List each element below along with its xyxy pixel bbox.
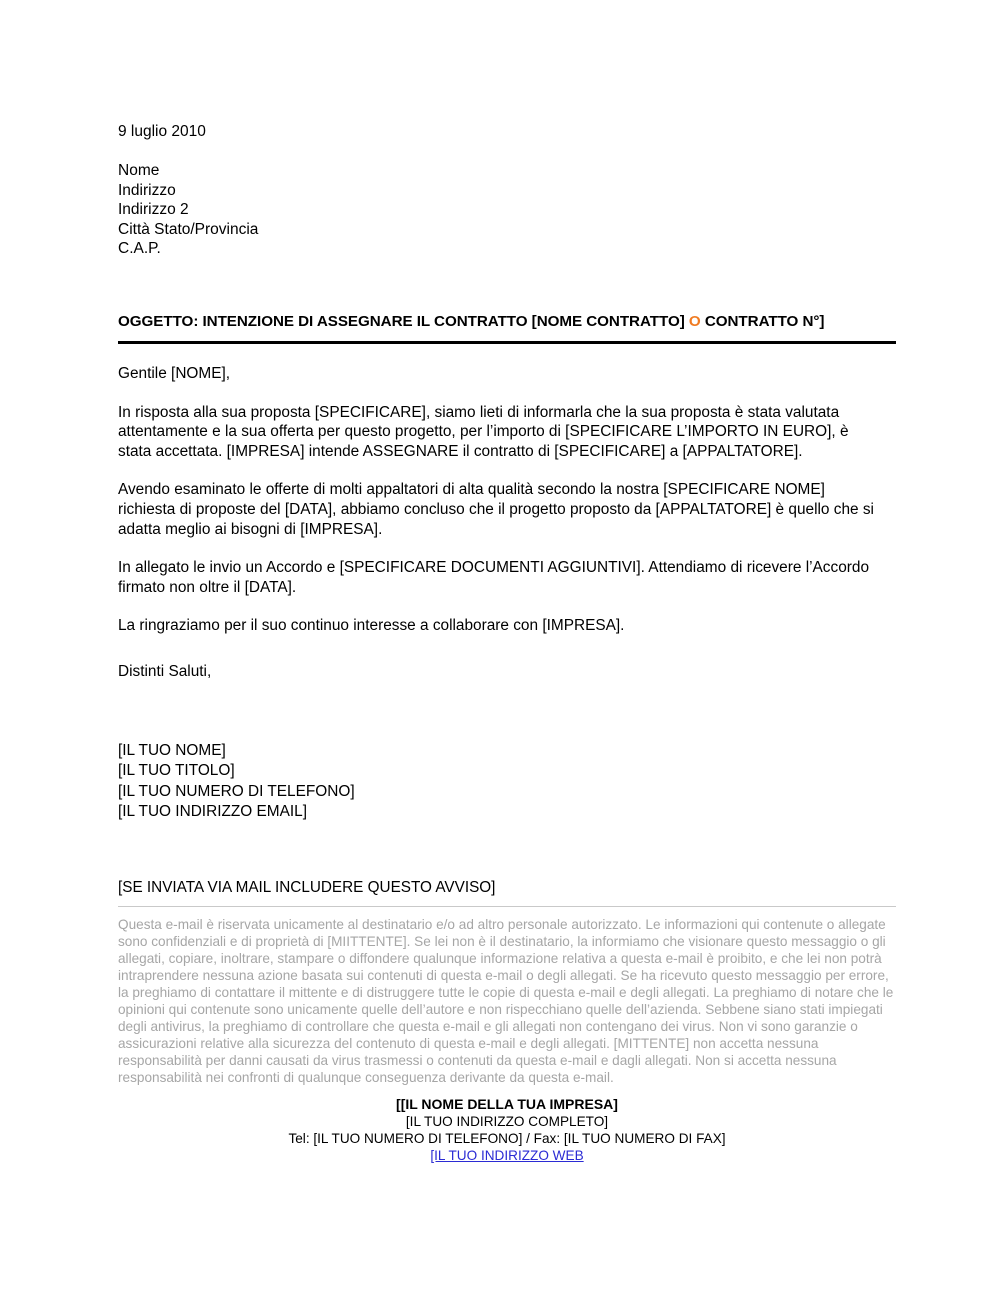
signature-block [118,741,896,823]
signature-email: [IL TUO INDIRIZZO EMAIL] [118,803,307,821]
notice-divider [118,906,896,907]
recipient-line-name: Nome [118,162,160,179]
company-footer [118,1096,896,1165]
subject-divider [118,341,896,344]
recipient-line-address2: Indirizzo 2 [118,201,189,218]
subject-section [118,312,896,345]
paragraph-3: In allegato le invio un Accordo e [SPECIFICARE DOCUMENTI AGGIUNTIVI]. Attendiamo di ricevere l’Accordo firmato non oltre il [DATA]. [118,559,870,596]
email-notice-section [118,878,896,1087]
recipient-address-block [118,161,896,259]
salutation: Gentile [NOME], [118,365,231,382]
signature-phone: [IL TUO NUMERO DI TELEFONO] [118,782,355,800]
footer-website-link[interactable]: [IL TUO INDIRIZZO WEB [430,1148,584,1164]
footer-company-address: [IL TUO INDIRIZZO COMPLETO] [405,1114,609,1130]
paragraph-2: Avendo esaminato le offerte di molti appaltatori di alta qualità secondo la nostra [SPECIFICARE NOME] richiesta di proposte del [DATA], abbiamo concluso che il progetto proposto da [APPALTATORE] è quello che si adatta meglio ai bisogni di [IMPRESA]. [118,481,874,538]
signature-title: [IL TUO TITOLO] [118,762,235,780]
letter-body [118,122,896,1165]
subject-line [118,312,896,332]
notice-heading: [SE INVIATA VIA MAIL INCLUDERE QUESTO AVVISO] [118,878,496,896]
paragraph-4: La ringraziamo per il suo continuo interesse a collaborare con [IMPRESA]. [118,617,625,635]
footer-contact-line: Tel: [IL TUO NUMERO DI TELEFONO] / Fax: [IL TUO NUMERO DI FAX] [288,1131,726,1147]
recipient-line-postal-code: C.A.P. [118,240,161,257]
footer-company-name: [[IL NOME DELLA TUA IMPRESA] [396,1096,618,1113]
signature-name: [IL TUO NOME] [118,741,226,759]
closing-line: Distinti Saluti, [118,662,212,680]
recipient-line-city-state: Città Stato/Provincia [118,220,259,238]
letter-content [118,364,896,636]
legal-disclaimer-text: Questa e-mail è riservata unicamente al destinatario e/o ad altro personale autorizzato. Le informazioni qui contenute o allegate sono confidenziali e di proprietà di [MIITTENTE]. Se lei non è il destinatario, la informiamo che visionare questo messaggio o gli allegati, copiare, inoltrare, stampare o diffondere qualunque informazione relativa a questa e-mail è proibito, e che lei non potrà intraprendere nessuna azione basata sui contenuti di questa e-mail o degli allegati. Se ha ricevuto questo messaggio per errore, la preghiamo di contattare il mittente e di distruggere tutte le copie di questa e-mail e degli allegati. La preghiamo di notare che le opinioni qui contenute sono unicamente quelle dell’autore e non rispecchiano quelle dell’azienda. Sebbene siano stati impiegati degli antivirus, la preghiamo di controllare che questa e-mail e gli allegati non contengano dei virus. Non vi sono garanzie o assicurazioni relative alla sicurezza del contenuto di questa e-mail e degli allegati. [MITTENTE] non accetta nessuna responsabilità per danni causati da virus trasmessi o contenuti da questa e-mail e dagli allegati. Non si accetta nessuna responsabilità nei confronti di qualunque conseguenza derivante da questa e-mail. [118,916,894,1086]
paragraph-1: In risposta alla sua proposta [SPECIFICARE], siamo lieti di informarla che la sua proposta è stata valutata attentamente e la sua offerta per questo progetto, per l’importo di [SPECIFICARE L’IMPORTO IN EURO], è stata accettata. [IMPRESA] intende ASSEGNARE il contratto di [SPECIFICARE] a [APPALTATORE]. [118,403,849,460]
letter-date: 9 luglio 2010 [118,123,206,140]
subject-text-before: OGGETTO: INTENZIONE DI ASSEGNARE IL CONTRATTO [NOME CONTRATTO] [118,312,689,330]
subject-accent-letter: O [688,312,701,330]
recipient-line-address1: Indirizzo [118,181,176,199]
subject-text-after: CONTRATTO N°] [700,312,825,330]
